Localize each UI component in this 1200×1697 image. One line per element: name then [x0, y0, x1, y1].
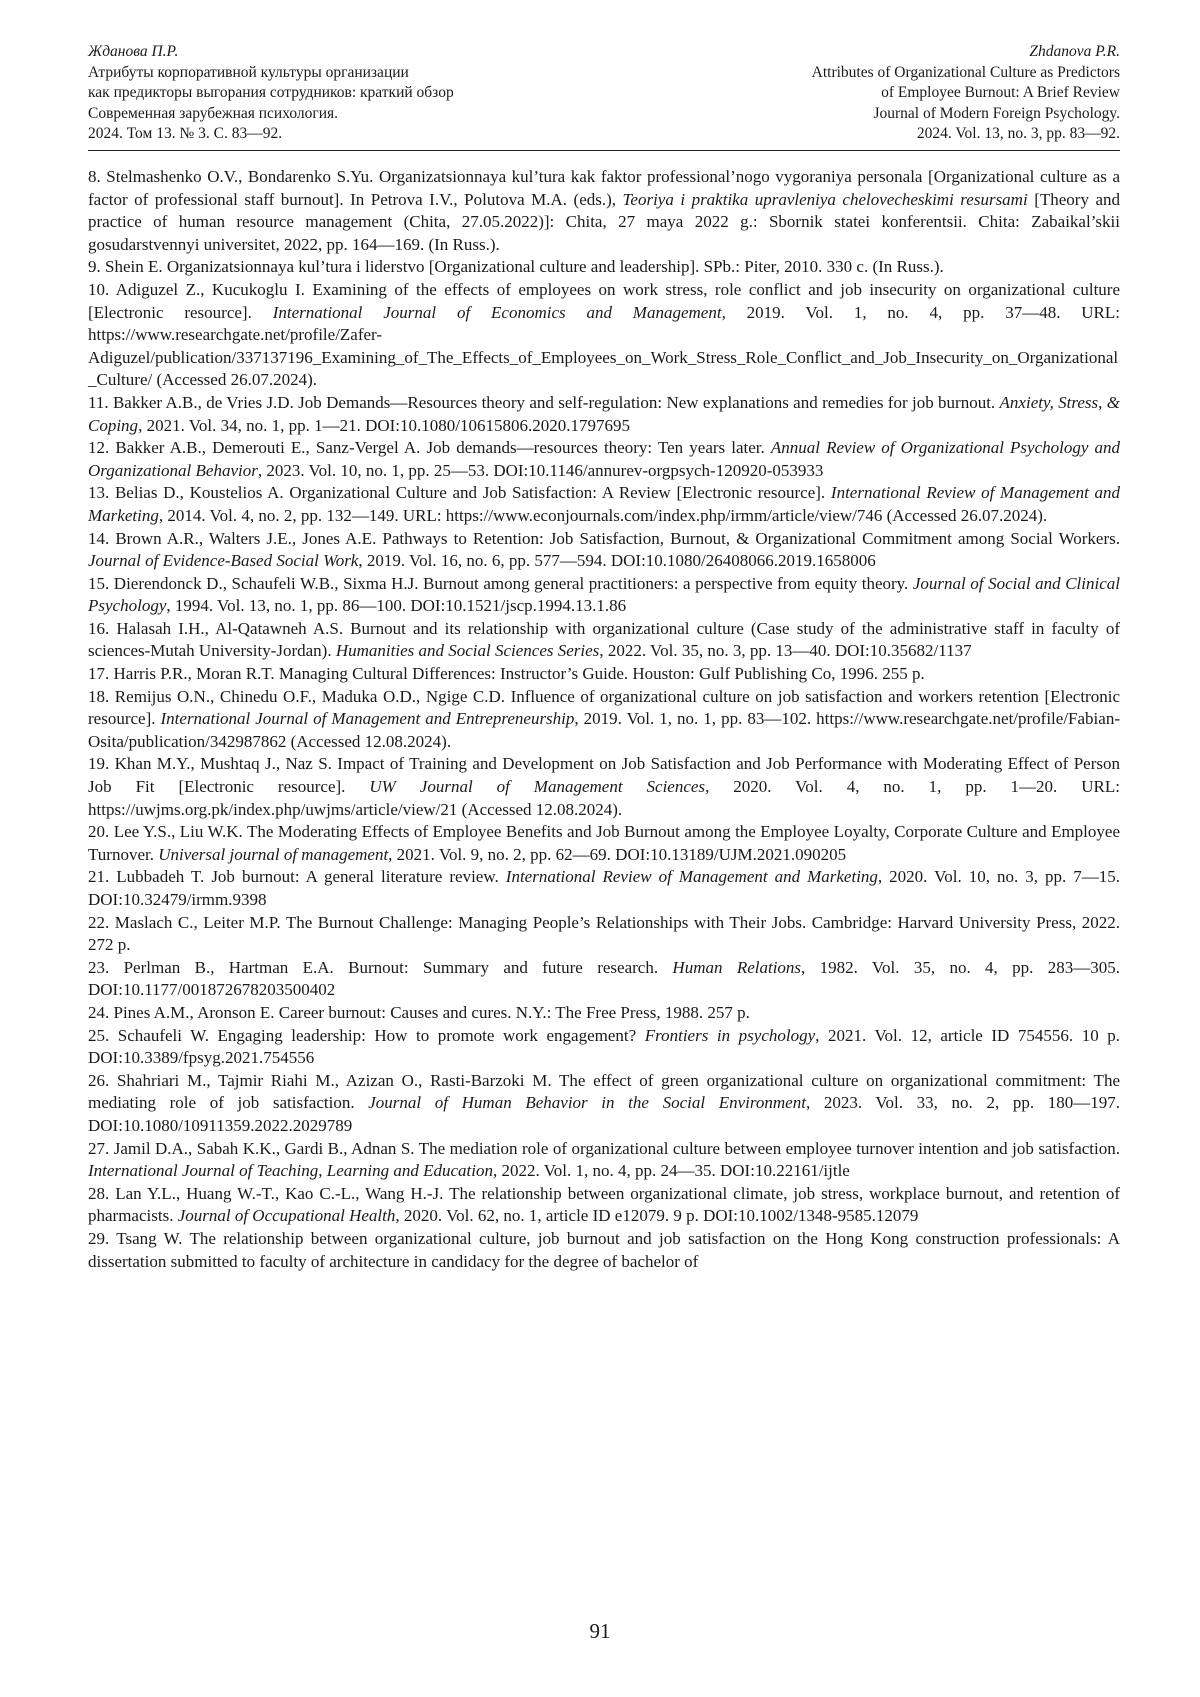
header-journal-ru: Современная зарубежная психология. — [88, 104, 339, 122]
reference-text: 11. Bakker A.B., de Vries J.D. Job Demands—Resources theory and self-regulation: New explanations and remedies for job burnout. — [88, 392, 1000, 412]
reference-entry — [88, 1070, 1120, 1138]
reference-text: 25. Schaufeli W. Engaging leadership: How to promote work engagement? — [88, 1025, 645, 1045]
running-header — [88, 42, 1120, 145]
reference-text: 9. Shein E. Organizatsionnaya kul’tura i liderstvo [Organizational culture and leadership]. SPb.: Piter, 2010. 330 c. (In Russ.). — [88, 257, 944, 277]
reference-source-title: Journal of Evidence-Based Social Work — [88, 551, 359, 571]
reference-source-title: Journal of Occupational Health — [177, 1206, 396, 1226]
header-author-en: Zhdanova P.R. — [1029, 43, 1120, 60]
header-title-ru-line2: как предикторы выгорания сотрудников: краткий обзор — [88, 84, 454, 101]
reference-text: 14. Brown A.R., Walters J.E., Jones A.E. Pathways to Retention: Job Satisfaction, Burnout, & Organizational Commitment among Social Workers. — [88, 528, 1120, 548]
reference-entry — [88, 753, 1120, 821]
header-issue-en: 2024. Vol. 13, no. 3, pp. 83—92. — [916, 125, 1120, 142]
reference-text: 10. Adiguzel Z., Kucukoglu I. Examining of the effects of employees on work stress, role conflict and job insecurity on organizational culture [Electronic resource]. — [88, 279, 1120, 322]
reference-text: 23. Perlman B., Hartman E.A. Burnout: Summary and future research. — [88, 957, 673, 977]
reference-source-title: Annual Review of Organizational Psychology and Organizational Behavior — [88, 438, 1120, 480]
reference-source-title: UW Journal of Management Sciences — [369, 777, 706, 797]
header-issue-ru: 2024. Том 13. № 3. С. 83—92. — [88, 125, 283, 142]
page-number: 91 — [589, 1619, 611, 1643]
reference-entry — [88, 618, 1120, 663]
header-title-ru-line1: Атрибуты корпоративной культуры организации — [88, 63, 409, 81]
reference-entry — [88, 482, 1120, 527]
reference-text: 29. Tsang W. The relationship between organizational culture, job burnout and job satisfaction on the Hong Kong construction professionals: A dissertation submitted to faculty of architecture in candidacy for the degree of bachelor of — [88, 1228, 1120, 1271]
reference-entry — [88, 573, 1120, 618]
reference-source-title: International Review of Management and Marketing — [505, 867, 878, 887]
reference-details: , 2021. Vol. 34, no. 1, pp. 1—21. DOI:10.1080/10615806.2020.1797695 — [138, 415, 630, 435]
reference-text: 18. Remijus O.N., Chinedu O.F., Maduka O.D., Ngige C.D. Influence of organizational culture on job satisfaction and workers retention [Electronic resource]. — [88, 686, 1120, 729]
reference-source-title: International Journal of Economics and Management — [272, 302, 722, 322]
header-divider — [88, 150, 1120, 151]
reference-source-title: Journal of Human Behavior in the Social Environment — [368, 1093, 806, 1113]
reference-text: 8. Stelmashenko O.V., Bondarenko S.Yu. Organizatsionnaya kul’tura kak faktor professional’nogo vygoraniya personala [Organizational culture as a factor of professional staff burnout]. In Petrova I.V., Polutova M.A. (eds.), — [88, 167, 1120, 209]
header-left-russian — [88, 42, 454, 145]
reference-entry — [88, 279, 1120, 392]
reference-entry — [88, 166, 1120, 256]
reference-text: 26. Shahriari M., Tajmir Riahi M., Azizan O., Rasti-Barzoki M. The effect of green organizational culture on organizational commitment: The mediating role of job satisfaction. — [88, 1070, 1120, 1113]
reference-source-title: Humanities and Social Sciences Series — [335, 641, 600, 661]
reference-text: 16. Halasah I.H., Al-Qatawneh A.S. Burnout and its relationship with organizational culture (Case study of the administrative staff in faculty of sciences-Mutah University-Jordan). — [88, 618, 1120, 661]
reference-details: , 2021. Vol. 12, article ID 754556. 10 p. DOI:10.3389/fpsyg.2021.754556 — [88, 1025, 1121, 1068]
reference-source-title: Universal journal of management — [158, 844, 389, 864]
reference-text: 22. Maslach C., Leiter M.P. The Burnout Challenge: Managing People’s Relationships with Their Jobs. Cambridge: Harvard University Press, 2022. 272 p. — [88, 912, 1120, 955]
reference-source-title: Anxiety, Stress, & Coping — [88, 392, 1120, 435]
header-author-ru: Жданова П.Р. — [88, 43, 179, 60]
reference-text: 28. Lan Y.L., Huang W.-T., Kao C.-L., Wang H.-J. The relationship between organizational climate, job stress, workplace burnout, and retention of pharmacists. — [88, 1183, 1120, 1226]
reference-details: , 2019. Vol. 1, no. 4, pp. 37—48. URL: https://www.researchgate.net/profile/Zafer-Adiguzel/publication/337137196_Examining_of_The_Effects_of_Employees_on_Work_Stress_Role_Conflict_and_Job_Insecurity_on_Organizational_Culture/ (Accessed 26.07.2024). — [88, 302, 1121, 390]
header-title-en-line2: of Employee Burnout: A Brief Review — [881, 84, 1120, 101]
reference-details: , 2020. Vol. 10, no. 3, pp. 7—15. DOI:10.32479/irmm.9398 — [88, 867, 1120, 909]
header-right-english — [812, 42, 1120, 145]
reference-entry — [88, 1183, 1120, 1228]
reference-details: , 1982. Vol. 35, no. 4, pp. 283—305. DOI:10.1177/001872678203500402 — [88, 957, 1120, 1000]
reference-source-title: Human Relations — [672, 957, 802, 977]
reference-list — [88, 166, 1120, 1273]
reference-source-title: Frontiers in psychology — [644, 1025, 816, 1045]
reference-details: , 1994. Vol. 13, no. 1, pp. 86—100. DOI:10.1521/jscp.1994.13.1.86 — [166, 596, 627, 616]
reference-text: 15. Dierendonck D., Schaufeli W.B., Sixma H.J. Burnout among general practitioners: a perspective from equity theory. — [88, 573, 913, 593]
reference-text: 27. Jamil D.A., Sabah K.K., Gardi B., Adnan S. The mediation role of organizational culture between employee turnover intention and job satisfaction. — [88, 1138, 1120, 1158]
reference-details: , 2014. Vol. 4, no. 2, pp. 132—149. URL: https://www.econjournals.com/index.php/irmm/article/view/746 (Accessed 26.07.2024). — [158, 505, 1048, 525]
reference-text: 12. Bakker A.B., Demerouti E., Sanz-Vergel A. Job demands—resources theory: Ten years later. — [88, 438, 771, 458]
reference-details: , 2023. Vol. 10, no. 1, pp. 25—53. DOI:10.1146/annurev-orgpsych-120920-053933 — [257, 460, 824, 480]
reference-entry — [88, 912, 1120, 957]
reference-entry — [88, 957, 1120, 1002]
reference-entry — [88, 1025, 1120, 1070]
reference-text: 21. Lubbadeh T. Job burnout: A general literature review. — [88, 867, 506, 887]
reference-entry — [88, 1138, 1120, 1183]
reference-entry — [88, 392, 1120, 437]
reference-details: , 2023. Vol. 33, no. 2, pp. 180—197. DOI:10.1080/10911359.2022.2029789 — [88, 1093, 1120, 1135]
reference-details: , 2021. Vol. 9, no. 2, pp. 62—69. DOI:10.13189/UJM.2021.090205 — [388, 844, 847, 864]
reference-text: 17. Harris P.R., Moran R.T. Managing Cultural Differences: Instructor’s Guide. Houston: Gulf Publishing Co, 1996. 255 p. — [88, 664, 925, 684]
reference-source-title: International Review of Management and Marketing — [88, 483, 1121, 525]
reference-entry — [88, 1228, 1120, 1273]
reference-entry — [88, 686, 1120, 754]
reference-text: 20. Lee Y.S., Liu W.K. The Moderating Effects of Employee Benefits and Job Burnout among the Employee Loyalty, Corporate Culture and Employee Turnover. — [88, 822, 1120, 864]
reference-entry — [88, 437, 1120, 482]
reference-text: 24. Pines A.M., Aronson E. Career burnout: Causes and cures. N.Y.: The Free Press, 1988. 257 p. — [88, 1002, 750, 1022]
reference-text: 19. Khan M.Y., Mushtaq J., Naz S. Impact of Training and Development on Job Satisfaction and Job Performance with Moderating Effect of Person Job Fit [Electronic resource]. — [88, 754, 1120, 797]
reference-details: , 2019. Vol. 16, no. 6, pp. 577—594. DOI:10.1080/26408066.2019.1658006 — [358, 551, 876, 571]
reference-entry — [88, 663, 1120, 686]
header-title-en-line1: Attributes of Organizational Culture as Predictors — [811, 63, 1120, 81]
reference-entry — [88, 256, 1120, 279]
reference-source-title: International Journal of Teaching, Learning and Education — [88, 1161, 493, 1181]
header-journal-en: Journal of Modern Foreign Psychology. — [873, 104, 1120, 122]
reference-text: 13. Belias D., Koustelios A. Organizational Culture and Job Satisfaction: A Review [Electronic resource]. — [88, 483, 831, 503]
reference-details: , 2022. Vol. 35, no. 3, pp. 13—40. DOI:10.35682/1137 — [599, 641, 972, 661]
reference-details: , 2022. Vol. 1, no. 4, pp. 24—35. DOI:10.22161/ijtle — [493, 1161, 850, 1181]
reference-details: , 2019. Vol. 1, no. 1, pp. 83—102. https://www.researchgate.net/profile/Fabian-Osita/publication/342987862 (Accessed 12.08.2024). — [88, 709, 1120, 751]
reference-entry — [88, 866, 1120, 911]
reference-source-title: International Journal of Management and Entrepreneurship — [160, 709, 575, 729]
reference-entry — [88, 528, 1120, 573]
reference-source-title: Teoriya i praktika upravleniya chelovecheskimi resursami — [622, 189, 1028, 209]
reference-details: [Theory and practice of human resource management (Chita, 27.05.2022)]: Chita, 27 maya 2022 g.: Sbornik statei konferentsii. Chita: Zabaikal’skii gosudarstvennyi universitet, 2022, pp. 164—169. (In Russ.). — [88, 189, 1120, 254]
reference-entry — [88, 821, 1120, 866]
reference-entry — [88, 1002, 1120, 1025]
reference-details: , 2020. Vol. 62, no. 1, article ID e12079. 9 p. DOI:10.1002/1348-9585.12079 — [395, 1206, 919, 1226]
reference-source-title: Journal of Social and Clinical Psychology — [88, 573, 1120, 616]
reference-details: , 2020. Vol. 4, no. 1, pp. 1—20. URL: https://uwjms.org.pk/index.php/uwjms/article/view/21 (Accessed 12.08.2024). — [88, 777, 1120, 819]
